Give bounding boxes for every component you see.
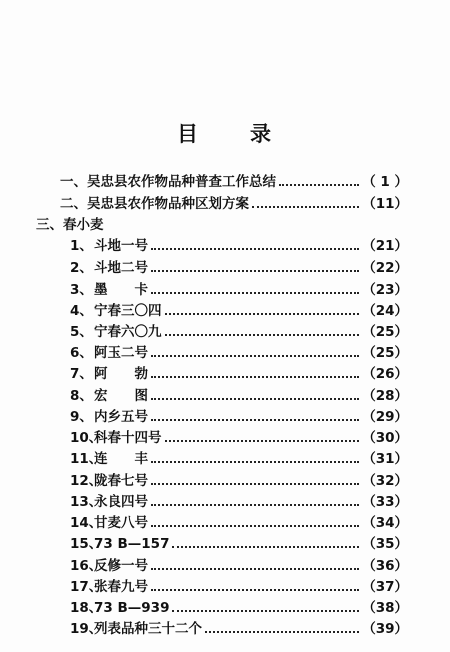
dot-leader: [172, 598, 359, 618]
item-page: （32）: [362, 473, 408, 489]
dot-leader: [165, 322, 360, 342]
item-number: 13、: [70, 494, 103, 510]
toc-item[interactable]: [70, 513, 408, 533]
dot-leader: [151, 407, 359, 427]
toc-item[interactable]: [70, 236, 408, 256]
dot-leader: [151, 258, 359, 278]
dot-leader: [279, 172, 359, 192]
dot-leader: [151, 449, 359, 469]
item-number: 10、: [70, 430, 103, 446]
toc-entry-page: （11）: [362, 196, 408, 212]
dot-leader: [151, 492, 359, 512]
item-page: （22）: [362, 260, 408, 276]
item-label: 反修一号: [94, 558, 148, 574]
item-label: 阿玉二号: [94, 345, 148, 361]
toc-item[interactable]: [70, 322, 408, 342]
item-number: 9、: [70, 409, 93, 425]
item-number: 3、: [70, 282, 93, 298]
toc-item[interactable]: [70, 577, 408, 597]
item-page: （34）: [362, 515, 408, 531]
dot-leader: [151, 386, 359, 406]
dot-leader: [151, 343, 359, 363]
item-label: 宁春六〇九: [94, 324, 162, 340]
item-number: 12、: [70, 473, 103, 489]
item-label: 斗地二号: [94, 260, 148, 276]
item-number: 4、: [70, 303, 93, 319]
toc-item[interactable]: [70, 280, 408, 300]
title-char-1: 目: [177, 122, 200, 146]
item-number: 2、: [70, 260, 93, 276]
item-label: 永良四号: [94, 494, 148, 510]
item-label: 73 B—157: [94, 536, 170, 552]
item-page: （37）: [362, 579, 408, 595]
item-label: 陇春七号: [94, 473, 148, 489]
title-char-2: 录: [250, 122, 273, 146]
item-label: 墨 卡: [94, 282, 148, 298]
toc-section-heading[interactable]: [36, 215, 236, 235]
toc-entry-label: 一、吴忠县农作物品种普查工作总结: [60, 174, 276, 190]
item-page: （25）: [362, 345, 408, 361]
dot-leader: [151, 236, 359, 256]
item-number: 14、: [70, 515, 103, 531]
item-number: 5、: [70, 324, 93, 340]
toc-entry[interactable]: [60, 172, 408, 192]
dot-leader: [165, 301, 360, 321]
item-page: （28）: [362, 388, 408, 404]
item-number: 17、: [70, 579, 103, 595]
item-label: 列表品种三十二个: [94, 621, 202, 637]
dot-leader: [151, 471, 359, 491]
item-number: 8、: [70, 388, 93, 404]
item-label: 阿 勃: [94, 366, 148, 382]
item-page: （39）: [362, 621, 408, 637]
item-label: 科春十四号: [94, 430, 162, 446]
dot-leader: [151, 364, 359, 384]
dot-leader: [252, 194, 359, 214]
item-number: 1、: [70, 238, 93, 254]
section-label: 三、春小麦: [36, 217, 104, 233]
item-label: 宁春三〇四: [94, 303, 162, 319]
dot-leader: [205, 619, 359, 639]
toc-item[interactable]: [70, 258, 408, 278]
item-label: 斗地一号: [94, 238, 148, 254]
item-page: （36）: [362, 558, 408, 574]
toc-item[interactable]: [70, 386, 408, 406]
dot-leader: [151, 280, 359, 300]
toc-item[interactable]: [70, 619, 408, 639]
item-number: 18、: [70, 600, 103, 616]
dot-leader: [165, 428, 360, 448]
item-page: （25）: [362, 324, 408, 340]
item-page: （35）: [362, 536, 408, 552]
toc-item[interactable]: [70, 598, 408, 618]
toc-item[interactable]: [70, 534, 408, 554]
toc-item[interactable]: [70, 492, 408, 512]
toc-entry-label: 二、吴忠县农作物品种区划方案: [60, 196, 249, 212]
item-number: 11、: [70, 451, 103, 467]
dot-leader: [151, 513, 359, 533]
toc-item[interactable]: [70, 428, 408, 448]
toc-entry[interactable]: [60, 194, 408, 214]
toc-item[interactable]: [70, 556, 408, 576]
item-page: （21）: [362, 238, 408, 254]
item-page: （24）: [362, 303, 408, 319]
item-page: （31）: [362, 451, 408, 467]
item-page: （38）: [362, 600, 408, 616]
item-page: （23）: [362, 282, 408, 298]
toc-item[interactable]: [70, 343, 408, 363]
item-label: 张春九号: [94, 579, 148, 595]
item-label: 连 丰: [94, 451, 148, 467]
toc-item[interactable]: [70, 449, 408, 469]
toc-item[interactable]: [70, 364, 408, 384]
dot-leader: [172, 534, 359, 554]
toc-entry-page: （ 1 ）: [362, 174, 408, 190]
item-label: 内乡五号: [94, 409, 148, 425]
toc-item[interactable]: [70, 471, 408, 491]
item-page: （26）: [362, 366, 408, 382]
toc-item[interactable]: [70, 301, 408, 321]
item-number: 15、: [70, 536, 103, 552]
item-page: （30）: [362, 430, 408, 446]
item-number: 6、: [70, 345, 93, 361]
dot-leader: [151, 577, 359, 597]
item-page: （29）: [362, 409, 408, 425]
item-page: （33）: [362, 494, 408, 510]
item-label: 73 B—939: [94, 600, 170, 616]
item-number: 16、: [70, 558, 103, 574]
item-label: 甘麦八号: [94, 515, 148, 531]
toc-item[interactable]: [70, 407, 408, 427]
dot-leader: [151, 556, 359, 576]
item-number: 7、: [70, 366, 93, 382]
item-number: 19、: [70, 621, 103, 637]
item-label: 宏 图: [94, 388, 148, 404]
